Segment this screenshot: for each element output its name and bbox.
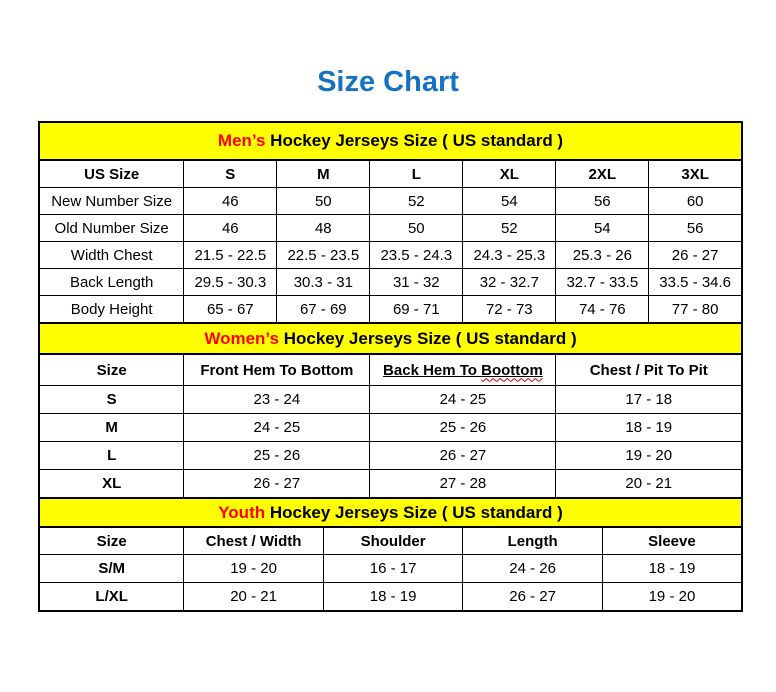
column-header-row: [39, 527, 742, 555]
womens-table-heading-row: [39, 323, 742, 354]
mens-heading-rest: Hockey Jerseys Size ( US standard ): [265, 131, 564, 150]
table-row: [39, 442, 742, 470]
column-header: Chest / Width: [184, 527, 324, 555]
size-value: 32 - 32.7: [463, 269, 556, 296]
table-row: [39, 414, 742, 442]
size-value: 25.3 - 26: [556, 242, 649, 269]
mens-table-heading-row: [39, 122, 742, 160]
size-value: 26 - 27: [184, 470, 370, 499]
column-header-row: [39, 160, 742, 188]
column-header: Sleeve: [602, 527, 742, 555]
row-label: Width Chest: [39, 242, 184, 269]
column-header: Size: [39, 354, 184, 386]
mens-table-body: [39, 122, 742, 323]
table-row: [39, 215, 742, 242]
column-header: S: [184, 160, 277, 188]
size-value: 19 - 20: [184, 555, 324, 583]
womens-table-body: [39, 323, 742, 498]
size-value: 31 - 32: [370, 269, 463, 296]
youth-table-heading: [39, 498, 742, 527]
table-row: [39, 296, 742, 324]
column-header: Shoulder: [323, 527, 463, 555]
table-row: [39, 555, 742, 583]
size-value: 46: [184, 188, 277, 215]
size-value: 54: [556, 215, 649, 242]
womens-size-table: [38, 322, 743, 499]
size-value: 26 - 27: [370, 442, 556, 470]
size-tables-container: [38, 121, 743, 612]
size-value: 18 - 19: [323, 583, 463, 612]
size-value: 60: [649, 188, 742, 215]
size-value: 24 - 25: [184, 414, 370, 442]
size-value: 19 - 20: [556, 442, 742, 470]
womens-table-heading: [39, 323, 742, 354]
mens-size-table: [38, 121, 743, 324]
row-label: New Number Size: [39, 188, 184, 215]
size-value: 50: [277, 188, 370, 215]
row-label: Back Length: [39, 269, 184, 296]
size-value: 27 - 28: [370, 470, 556, 499]
column-header: 2XL: [556, 160, 649, 188]
size-value: 56: [556, 188, 649, 215]
size-value: 72 - 73: [463, 296, 556, 324]
table-row: [39, 269, 742, 296]
size-value: 20 - 21: [556, 470, 742, 499]
column-header: L: [370, 160, 463, 188]
row-label: XL: [39, 470, 184, 499]
size-value: 52: [463, 215, 556, 242]
youth-heading-highlight: Youth: [218, 502, 266, 522]
youth-size-table: [38, 497, 743, 612]
page-title: Size Chart: [317, 66, 459, 98]
size-value: 74 - 76: [556, 296, 649, 324]
column-header: M: [277, 160, 370, 188]
size-value: 30.3 - 31: [277, 269, 370, 296]
size-value: 24 - 25: [370, 386, 556, 414]
column-header: Back Hem To Boottom: [370, 354, 556, 386]
youth-table-body: [39, 498, 742, 611]
row-label: M: [39, 414, 184, 442]
size-value: 24 - 26: [463, 555, 603, 583]
size-value: 21.5 - 22.5: [184, 242, 277, 269]
size-value: 54: [463, 188, 556, 215]
size-value: 29.5 - 30.3: [184, 269, 277, 296]
size-value: 23.5 - 24.3: [370, 242, 463, 269]
size-value: 23 - 24: [184, 386, 370, 414]
column-header: Size: [39, 527, 184, 555]
size-value: 32.7 - 33.5: [556, 269, 649, 296]
row-label: S/M: [39, 555, 184, 583]
row-label: L: [39, 442, 184, 470]
size-value: 20 - 21: [184, 583, 324, 612]
size-value: 25 - 26: [370, 414, 556, 442]
column-header: US Size: [39, 160, 184, 188]
size-value: 22.5 - 23.5: [277, 242, 370, 269]
size-value: 48: [277, 215, 370, 242]
size-value: 50: [370, 215, 463, 242]
size-value: 18 - 19: [556, 414, 742, 442]
mens-heading-highlight: Men’s: [217, 131, 266, 150]
size-value: 26 - 27: [463, 583, 603, 612]
column-header: Front Hem To Bottom: [184, 354, 370, 386]
table-row: [39, 242, 742, 269]
size-value: 52: [370, 188, 463, 215]
size-value: 65 - 67: [184, 296, 277, 324]
size-value: 67 - 69: [277, 296, 370, 324]
column-header-row: [39, 354, 742, 386]
size-value: 18 - 19: [602, 555, 742, 583]
size-value: 26 - 27: [649, 242, 742, 269]
row-label: S: [39, 386, 184, 414]
womens-heading-highlight: Women’s: [204, 328, 279, 348]
table-row: [39, 470, 742, 499]
womens-heading-rest: Hockey Jerseys Size ( US standard ): [278, 328, 577, 348]
size-value: 24.3 - 25.3: [463, 242, 556, 269]
column-header: XL: [463, 160, 556, 188]
misspelled-word: Boottom: [481, 361, 543, 379]
size-value: 25 - 26: [184, 442, 370, 470]
row-label: Body Height: [39, 296, 184, 324]
size-value: 77 - 80: [649, 296, 742, 324]
row-label: L/XL: [39, 583, 184, 612]
size-value: 16 - 17: [323, 555, 463, 583]
row-label: Old Number Size: [39, 215, 184, 242]
size-value: 17 - 18: [556, 386, 742, 414]
youth-heading-rest: Hockey Jerseys Size ( US standard ): [265, 502, 563, 522]
size-value: 46: [184, 215, 277, 242]
size-value: 19 - 20: [602, 583, 742, 612]
size-value: 33.5 - 34.6: [649, 269, 742, 296]
youth-table-heading-row: [39, 498, 742, 527]
size-value: 56: [649, 215, 742, 242]
table-row: [39, 188, 742, 215]
column-header: Chest / Pit To Pit: [556, 354, 742, 386]
column-header: Length: [463, 527, 603, 555]
table-row: [39, 386, 742, 414]
table-row: [39, 583, 742, 612]
size-value: 69 - 71: [370, 296, 463, 324]
mens-table-heading: [39, 122, 742, 160]
column-header: 3XL: [649, 160, 742, 188]
